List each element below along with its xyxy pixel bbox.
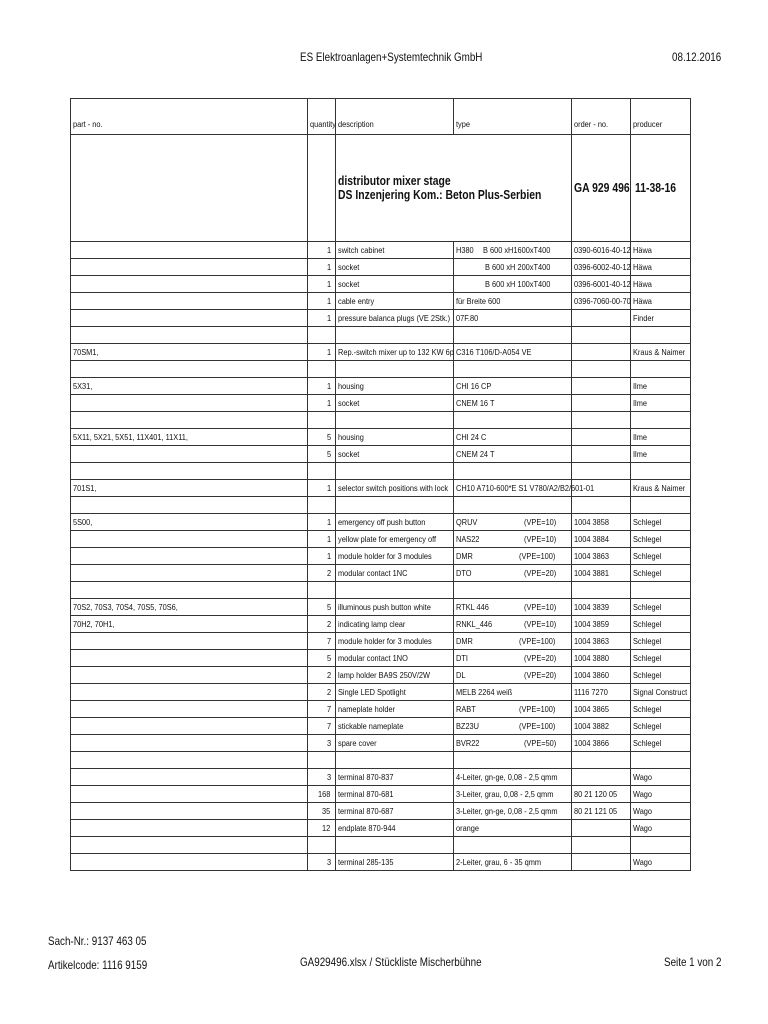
cell-producer	[631, 582, 691, 599]
cell-part-no	[71, 310, 308, 327]
cell-part-no	[71, 718, 308, 735]
footer-filename: GA929496.xlsx / Stückliste Mischerbühne	[300, 955, 482, 969]
document-date: 08.12.2016	[672, 50, 722, 64]
table-row	[71, 616, 691, 633]
table-row	[71, 429, 691, 446]
cell-description: endplate 870-944	[336, 820, 454, 837]
cell-type: BZ23U (VPE=100)	[454, 718, 572, 735]
cell-type	[454, 463, 572, 480]
table-row	[71, 514, 691, 531]
cell-type: C316 T106/D-A054 VE	[454, 344, 572, 361]
column-header-type: type	[454, 99, 572, 135]
cell-part-no	[71, 327, 308, 344]
cell-part-no: 5X11, 5X21, 5X51, 11X401, 11X11,	[71, 429, 308, 446]
cell-part-no	[71, 684, 308, 701]
cell-order-no: 1004 3866	[572, 735, 631, 752]
cell-type: DL (VPE=20)	[454, 667, 572, 684]
cell-producer: Kraus & Naimer	[631, 344, 691, 361]
cell-description: socket	[336, 259, 454, 276]
cell-description: Single LED Spotlight	[336, 684, 454, 701]
cell-part-no	[71, 242, 308, 259]
table-row	[71, 293, 691, 310]
cell-order-no	[572, 446, 631, 463]
cell-part-no	[71, 259, 308, 276]
cell-quantity	[308, 361, 336, 378]
table-row	[71, 497, 691, 514]
cell-part-no	[71, 412, 308, 429]
cell-producer: Schlegel	[631, 565, 691, 582]
table-row	[71, 412, 691, 429]
cell-description: housing	[336, 429, 454, 446]
table-row	[71, 378, 691, 395]
cell-order-no: 1004 3858	[572, 514, 631, 531]
column-header-order-no: order - no.	[572, 99, 631, 135]
cell-order-no	[572, 412, 631, 429]
cell-description: module holder for 3 modules	[336, 633, 454, 650]
cell-quantity: 1	[308, 293, 336, 310]
cell-part-no	[71, 854, 308, 871]
cell-quantity: 168	[308, 786, 336, 803]
cell-type: B 600 xH 100xT400	[454, 276, 572, 293]
table-row	[71, 650, 691, 667]
cell-order-no: 1004 3839	[572, 599, 631, 616]
cell-part-no	[71, 582, 308, 599]
cell-part-no: 5S00,	[71, 514, 308, 531]
cell-quantity: 1	[308, 514, 336, 531]
cell-producer: Schlegel	[631, 633, 691, 650]
table-row	[71, 582, 691, 599]
cell-type: CH10 A710-600*E S1 V780/A2/B2/601-01	[454, 480, 572, 497]
cell-type: DTI (VPE=20)	[454, 650, 572, 667]
cell-producer: Schlegel	[631, 701, 691, 718]
cell-quantity: 2	[308, 616, 336, 633]
cell-type: CHI 24 C	[454, 429, 572, 446]
cell-description	[336, 582, 454, 599]
cell-producer: Schlegel	[631, 650, 691, 667]
company-name: ES Elektroanlagen+Systemtechnik GmbH	[300, 50, 483, 64]
cell-description	[336, 463, 454, 480]
cell-producer: Schlegel	[631, 718, 691, 735]
cell-type: CNEM 16 T	[454, 395, 572, 412]
cell-order-no: 1004 3880	[572, 650, 631, 667]
cell-quantity: 2	[308, 684, 336, 701]
table-row	[71, 242, 691, 259]
cell-producer: Häwa	[631, 276, 691, 293]
cell-producer	[631, 412, 691, 429]
cell-part-no	[71, 548, 308, 565]
cell-type: B 600 xH 200xT400	[454, 259, 572, 276]
table-row	[71, 344, 691, 361]
cell-type: CNEM 24 T	[454, 446, 572, 463]
cell-type	[454, 412, 572, 429]
cell-producer: Schlegel	[631, 548, 691, 565]
cell-part-no	[71, 361, 308, 378]
cell-producer: Ilme	[631, 429, 691, 446]
cell-quantity: 2	[308, 667, 336, 684]
cell-description	[336, 361, 454, 378]
cell-quantity: 5	[308, 429, 336, 446]
cell-part-no	[71, 769, 308, 786]
cell-order-no: 1004 3882	[572, 718, 631, 735]
cell-producer: Schlegel	[631, 531, 691, 548]
cell-type: RABT (VPE=100)	[454, 701, 572, 718]
cell-description: lamp holder BA9S 250V/2W	[336, 667, 454, 684]
cell-part-no	[71, 786, 308, 803]
cell-producer: Häwa	[631, 293, 691, 310]
cell-quantity	[308, 327, 336, 344]
table-row	[71, 480, 691, 497]
cell-order-no	[572, 310, 631, 327]
cell-description	[336, 837, 454, 854]
cell-order-no: 0390-6016-40-12	[572, 242, 631, 259]
column-header-quantity: quantity	[308, 99, 336, 135]
cell-quantity: 1	[308, 310, 336, 327]
cell-quantity: 1	[308, 531, 336, 548]
table-row	[71, 854, 691, 871]
table-row	[71, 718, 691, 735]
cell-order-no: 1116 7270	[572, 684, 631, 701]
project-title-line1: distributor mixer stage	[338, 173, 451, 188]
cell-part-no	[71, 820, 308, 837]
cell-producer: Kraus & Naimer	[631, 480, 691, 497]
table-row	[71, 735, 691, 752]
cell-description: terminal 870-837	[336, 769, 454, 786]
cell-order-no: 1004 3884	[572, 531, 631, 548]
cell-description: terminal 285-135	[336, 854, 454, 871]
column-header-description: description	[336, 99, 454, 135]
table-row	[71, 446, 691, 463]
cell-part-no	[71, 446, 308, 463]
cell-order-no	[572, 463, 631, 480]
cell-quantity: 3	[308, 769, 336, 786]
cell-quantity: 12	[308, 820, 336, 837]
table-row	[71, 463, 691, 480]
cell-description: cable entry	[336, 293, 454, 310]
cell-description: terminal 870-687	[336, 803, 454, 820]
cell-type: RNKL_446 (VPE=10)	[454, 616, 572, 633]
cell-producer: Ilme	[631, 446, 691, 463]
table-header-row	[71, 99, 691, 135]
cell-quantity: 5	[308, 446, 336, 463]
cell-quantity	[308, 837, 336, 854]
cell-part-no	[71, 650, 308, 667]
cell-part-no	[71, 633, 308, 650]
cell-quantity: 1	[308, 259, 336, 276]
cell-type: 4-Leiter, gn-ge, 0,08 - 2,5 qmm	[454, 769, 572, 786]
project-order-no: GA 929 496	[572, 135, 631, 242]
cell-order-no: 0396-6001-40-12	[572, 276, 631, 293]
cell-order-no: 80 21 120 05	[572, 786, 631, 803]
table-row	[71, 310, 691, 327]
table-row	[71, 361, 691, 378]
cell-type	[454, 327, 572, 344]
bill-of-materials-table	[70, 98, 691, 871]
cell-order-no	[572, 429, 631, 446]
cell-order-no: 0396-7060-00-70	[572, 293, 631, 310]
cell-producer: Schlegel	[631, 667, 691, 684]
cell-producer: Wago	[631, 786, 691, 803]
cell-type: CHI 16 CP	[454, 378, 572, 395]
cell-producer: Schlegel	[631, 599, 691, 616]
footer-sach-nr: Sach-Nr.: 9137 463 05	[48, 934, 147, 948]
cell-description	[336, 752, 454, 769]
cell-part-no	[71, 701, 308, 718]
cell-quantity	[308, 752, 336, 769]
cell-quantity: 1	[308, 395, 336, 412]
footer-page-number: Seite 1 von 2	[664, 955, 722, 969]
cell-part-no: 5X31,	[71, 378, 308, 395]
cell-part-no	[71, 463, 308, 480]
cell-part-no: 701S1,	[71, 480, 308, 497]
cell-order-no	[572, 769, 631, 786]
cell-description	[336, 327, 454, 344]
cell-part-no	[71, 667, 308, 684]
cell-producer	[631, 361, 691, 378]
cell-order-no	[572, 378, 631, 395]
cell-quantity: 1	[308, 548, 336, 565]
cell-part-no	[71, 293, 308, 310]
cell-type: DMR (VPE=100)	[454, 548, 572, 565]
cell-producer: Ilme	[631, 395, 691, 412]
cell-order-no: 1004 3863	[572, 633, 631, 650]
cell-description: modular contact 1NC	[336, 565, 454, 582]
cell-description: socket	[336, 276, 454, 293]
cell-quantity	[308, 463, 336, 480]
cell-part-no	[71, 752, 308, 769]
table-row	[71, 565, 691, 582]
table-row	[71, 803, 691, 820]
column-header-producer: producer	[631, 99, 691, 135]
cell-producer: Wago	[631, 854, 691, 871]
cell-type: QRUV (VPE=10)	[454, 514, 572, 531]
cell-type: 3-Leiter, gn-ge, 0,08 - 2,5 qmm	[454, 803, 572, 820]
cell-order-no	[572, 837, 631, 854]
cell-order-no: 1004 3860	[572, 667, 631, 684]
table-row	[71, 259, 691, 276]
cell-type: 07F.80	[454, 310, 572, 327]
table-row	[71, 276, 691, 293]
cell-producer	[631, 752, 691, 769]
table-row	[71, 327, 691, 344]
cell-quantity: 35	[308, 803, 336, 820]
cell-order-no: 1004 3881	[572, 565, 631, 582]
cell-type: 3-Leiter, grau, 0,08 - 2,5 qmm	[454, 786, 572, 803]
cell-quantity	[308, 582, 336, 599]
cell-quantity: 5	[308, 650, 336, 667]
cell-type: MELB 2264 weiß	[454, 684, 572, 701]
cell-producer: Wago	[631, 769, 691, 786]
cell-order-no	[572, 344, 631, 361]
cell-type: NAS22 (VPE=10)	[454, 531, 572, 548]
cell-order-no: 1004 3863	[572, 548, 631, 565]
cell-quantity: 7	[308, 633, 336, 650]
table-row	[71, 633, 691, 650]
cell-description: socket	[336, 446, 454, 463]
cell-quantity: 3	[308, 854, 336, 871]
cell-quantity: 7	[308, 718, 336, 735]
cell-type: 2-Leiter, grau, 6 - 35 qmm	[454, 854, 572, 871]
cell-description: stickable nameplate	[336, 718, 454, 735]
cell-description	[336, 497, 454, 514]
cell-type: BVR22 (VPE=50)	[454, 735, 572, 752]
cell-order-no	[572, 361, 631, 378]
cell-description: terminal 870-681	[336, 786, 454, 803]
cell-quantity: 7	[308, 701, 336, 718]
cell-order-no	[572, 582, 631, 599]
cell-order-no	[572, 497, 631, 514]
cell-order-no: 1004 3859	[572, 616, 631, 633]
cell-type: DMR (VPE=100)	[454, 633, 572, 650]
cell-quantity	[308, 497, 336, 514]
cell-part-no	[71, 395, 308, 412]
cell-producer: Finder	[631, 310, 691, 327]
cell-producer	[631, 497, 691, 514]
cell-part-no	[71, 497, 308, 514]
cell-part-no: 70SM1,	[71, 344, 308, 361]
cell-description: indicating lamp clear	[336, 616, 454, 633]
cell-part-no	[71, 735, 308, 752]
cell-description: nameplate holder	[336, 701, 454, 718]
cell-producer: Schlegel	[631, 514, 691, 531]
cell-part-no	[71, 803, 308, 820]
cell-quantity: 1	[308, 276, 336, 293]
cell-part-no	[71, 565, 308, 582]
cell-part-no: 70H2, 70H1,	[71, 616, 308, 633]
cell-quantity: 1	[308, 378, 336, 395]
project-title-line2: DS Inzenjering Kom.: Beton Plus-Serbien	[338, 187, 542, 202]
table-row	[71, 820, 691, 837]
cell-description: modular contact 1NO	[336, 650, 454, 667]
cell-description: housing	[336, 378, 454, 395]
cell-producer: Häwa	[631, 242, 691, 259]
cell-quantity: 1	[308, 344, 336, 361]
cell-producer: Wago	[631, 820, 691, 837]
project-producer-code: 11-38-16	[631, 135, 691, 242]
cell-quantity	[308, 412, 336, 429]
cell-description: module holder for 3 modules	[336, 548, 454, 565]
cell-order-no	[572, 820, 631, 837]
cell-description: emergency off push button	[336, 514, 454, 531]
table-row	[71, 531, 691, 548]
cell-producer: Signal Construct	[631, 684, 691, 701]
cell-quantity: 1	[308, 242, 336, 259]
cell-part-no: 70S2, 70S3, 70S4, 70S5, 70S6,	[71, 599, 308, 616]
cell-order-no	[572, 327, 631, 344]
table-row	[71, 837, 691, 854]
cell-type	[454, 837, 572, 854]
cell-producer: Schlegel	[631, 616, 691, 633]
cell-description: switch cabinet	[336, 242, 454, 259]
cell-description: pressure balanca plugs (VE 2Stk.)	[336, 310, 454, 327]
table-row	[71, 667, 691, 684]
column-header-part-no: part - no.	[71, 99, 308, 135]
cell-type	[454, 752, 572, 769]
cell-description: yellow plate for emergency off	[336, 531, 454, 548]
cell-order-no	[572, 395, 631, 412]
table-row	[71, 684, 691, 701]
cell-description: selector switch positions with lock	[336, 480, 454, 497]
cell-description	[336, 412, 454, 429]
cell-order-no: 1004 3865	[572, 701, 631, 718]
cell-producer: Häwa	[631, 259, 691, 276]
cell-description: Rep.-switch mixer up to 132 KW 6p	[336, 344, 454, 361]
table-row	[71, 769, 691, 786]
cell-order-no: 0396-6002-40-12	[572, 259, 631, 276]
cell-type: RTKL 446 (VPE=10)	[454, 599, 572, 616]
cell-description: socket	[336, 395, 454, 412]
cell-description: spare cover	[336, 735, 454, 752]
cell-order-no	[572, 752, 631, 769]
cell-order-no	[572, 854, 631, 871]
table-row	[71, 395, 691, 412]
project-title	[336, 135, 572, 242]
cell-type	[454, 361, 572, 378]
cell-part-no	[71, 531, 308, 548]
cell-quantity: 2	[308, 565, 336, 582]
cell-quantity: 1	[308, 480, 336, 497]
table-row	[71, 786, 691, 803]
cell-part-no	[71, 276, 308, 293]
cell-quantity: 3	[308, 735, 336, 752]
cell-producer	[631, 327, 691, 344]
cell-producer: Schlegel	[631, 735, 691, 752]
cell-type: H380 B 600 xH1600xT400	[454, 242, 572, 259]
table-row	[71, 599, 691, 616]
cell-type: für Breite 600	[454, 293, 572, 310]
table-row	[71, 548, 691, 565]
cell-producer	[631, 837, 691, 854]
cell-type: DTO (VPE=20)	[454, 565, 572, 582]
table-row	[71, 701, 691, 718]
cell-quantity: 5	[308, 599, 336, 616]
cell-type	[454, 582, 572, 599]
cell-order-no: 80 21 121 05	[572, 803, 631, 820]
footer-artikelcode: Artikelcode: 1116 9159	[48, 958, 148, 972]
cell-producer: Wago	[631, 803, 691, 820]
table-title-row	[71, 135, 691, 242]
cell-type	[454, 497, 572, 514]
cell-type: orange	[454, 820, 572, 837]
cell-part-no	[71, 837, 308, 854]
cell-description: illuminous push button white	[336, 599, 454, 616]
table-body	[71, 99, 691, 871]
cell-producer	[631, 463, 691, 480]
cell-producer: Ilme	[631, 378, 691, 395]
table-row	[71, 752, 691, 769]
